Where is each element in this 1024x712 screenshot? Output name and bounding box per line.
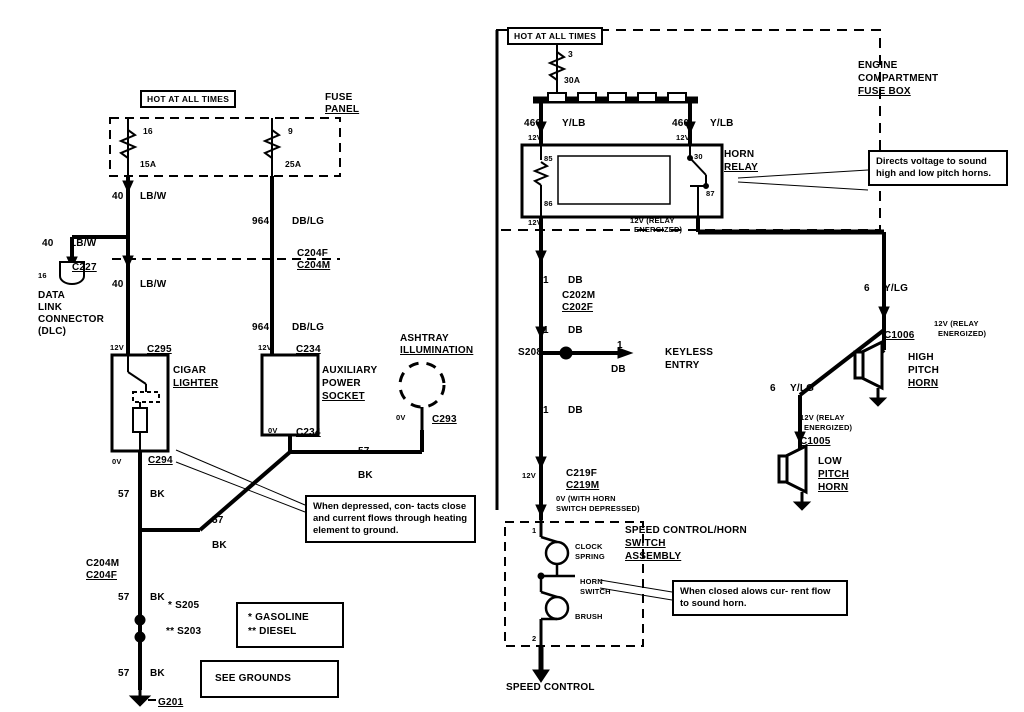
connector-c295: C295	[147, 344, 172, 355]
wire-color-lbw-a: LB/W	[140, 191, 167, 202]
voltage-12v-relay-out: 12V	[528, 218, 542, 227]
legend-box	[236, 602, 344, 648]
dlc-label-line4: (DLC)	[38, 326, 67, 337]
horn-relay-label-line2: RELAY	[724, 162, 758, 173]
relay-pin-30: 30	[694, 152, 703, 161]
dlc-label-line3: CONNECTOR	[38, 314, 105, 325]
wire-color-bk-d: BK	[150, 592, 165, 603]
connector-c227: C227	[72, 262, 97, 273]
wire-1-a: 1	[543, 275, 549, 286]
high-pitch-horn-line3: HORN	[908, 378, 939, 389]
voltage-0v-c234: 0V	[268, 426, 278, 435]
wire-color-bk-c: BK	[212, 540, 227, 551]
keyless-entry-line2: ENTRY	[665, 360, 700, 371]
wire-color-db-c: DB	[611, 364, 626, 375]
relay-state-line1: 12V (RELAY	[630, 216, 675, 225]
fuse-9-amp: 25A	[285, 159, 302, 169]
relay-state-low-line1: 12V (RELAY	[800, 413, 845, 422]
connector-c202f: C202F	[562, 302, 594, 313]
voltage-12v-contact: 12V	[676, 133, 690, 142]
ecfb-label-line3: FUSE BOX	[858, 86, 911, 97]
ground-g201: G201	[158, 697, 184, 708]
wire-6-b: 6	[770, 383, 776, 394]
splice-s203: ** S203	[166, 626, 202, 637]
hot-at-all-times-badge-left: HOT AT ALL TIMES	[140, 90, 236, 108]
speed-control-label: SPEED CONTROL	[506, 682, 595, 693]
connector-c204m-b: C204M	[86, 558, 120, 569]
dlc-pin-16: 16	[38, 271, 47, 280]
wire-color-ylg-b: Y/LG	[790, 383, 815, 394]
dlc-label-line1: DATA	[38, 290, 66, 301]
note-cigar-lighter: When depressed, con- tacts close and current flows through heating element to ground.	[305, 495, 476, 543]
wire-color-dblg-b: DB/LG	[292, 322, 325, 333]
fuse-16-amp: 15A	[140, 159, 157, 169]
see-grounds-box	[200, 660, 339, 698]
wire-color-ylb-a: Y/LB	[562, 118, 586, 129]
connector-c294: C294	[148, 455, 173, 466]
horn-switch-line1: HORN	[580, 577, 603, 586]
low-pitch-horn-line1: LOW	[818, 456, 842, 467]
note-horn-switch: When closed alows cur- rent flow to sound horn.	[672, 580, 848, 616]
low-pitch-horn-line2: PITCH	[818, 469, 849, 480]
relay-state-high-line2: ENERGIZED)	[938, 329, 987, 338]
cigar-lighter-label-line1: CIGAR	[173, 365, 207, 376]
legend-diesel: ** DIESEL	[248, 626, 297, 637]
wire-color-bk-e: BK	[150, 668, 165, 679]
voltage-12v-c295: 12V	[110, 343, 124, 352]
connector-c204m: C204M	[297, 260, 331, 271]
connector-c234-top: C234	[296, 344, 321, 355]
voltage-0v-horn-line1: 0V (WITH HORN	[556, 494, 616, 503]
connector-c1006: C1006	[884, 330, 915, 341]
fuse-16-number: 16	[143, 126, 153, 136]
splice-s205: * S205	[168, 600, 200, 611]
wire-color-bk-a: BK	[358, 470, 373, 481]
wire-460-a: 460	[524, 118, 542, 129]
note-horn-relay: Directs voltage to sound high and low pitch horns.	[868, 150, 1008, 186]
low-pitch-horn-line3: HORN	[818, 482, 849, 493]
wire-57-e: 57	[118, 668, 130, 679]
splice-s208: S208	[518, 347, 543, 358]
ecfb-label-line2: COMPARTMENT	[858, 73, 939, 84]
voltage-0v-c293: 0V	[396, 413, 406, 422]
legend-gasoline: * GASOLINE	[248, 612, 309, 623]
wire-color-bk-b: BK	[150, 489, 165, 500]
cigar-lighter-label-line2: LIGHTER	[173, 378, 219, 389]
relay-pin-86: 86	[544, 199, 553, 208]
connector-c293: C293	[432, 414, 457, 425]
connector-c219f: C219F	[566, 468, 598, 479]
voltage-12v-c234: 12V	[258, 343, 272, 352]
voltage-0v-c294: 0V	[112, 457, 122, 466]
fuse-panel-label-line1: FUSE	[325, 92, 353, 103]
wire-color-db-b: DB	[568, 325, 583, 336]
connector-c202m: C202M	[562, 290, 596, 301]
wire-57-b: 57	[118, 489, 130, 500]
voltage-0v-horn-line2: SWITCH DEPRESSED)	[556, 504, 640, 513]
aux-power-label-line1: AUXILIARY	[322, 365, 378, 376]
horn-relay-label-line1: HORN	[724, 149, 755, 160]
wire-1-d: 1	[543, 405, 549, 416]
wire-964-b: 964	[252, 322, 270, 333]
voltage-12v-coil: 12V	[528, 133, 542, 142]
high-pitch-horn-line1: HIGH	[908, 352, 934, 363]
horn-switch-line2: SWITCH	[580, 587, 611, 596]
fuse-panel-label-line2: PANEL	[325, 104, 360, 115]
switch-pin-2: 2	[532, 634, 537, 643]
switch-pin-1: 1	[532, 526, 537, 535]
relay-pin-87: 87	[706, 189, 715, 198]
wire-57-d: 57	[118, 592, 130, 603]
relay-state-line2: ENERGIZED)	[634, 225, 683, 234]
brush-label: BRUSH	[575, 612, 603, 621]
fuse-9-number: 9	[288, 126, 293, 136]
wire-6-a: 6	[864, 283, 870, 294]
wire-color-ylg-a: Y/LG	[884, 283, 909, 294]
high-pitch-horn-line2: PITCH	[908, 365, 939, 376]
switch-assembly-line1: SPEED CONTROL/HORN	[625, 525, 747, 536]
wire-color-lbw-b: LB/W	[70, 238, 97, 249]
ecfb-label-line1: ENGINE	[858, 60, 898, 71]
connector-c204f: C204F	[297, 248, 329, 259]
switch-assembly-line2: SWITCH	[625, 538, 666, 549]
fuse-3-amp: 30A	[564, 75, 581, 85]
wire-color-db-a: DB	[568, 275, 583, 286]
dlc-label-line2: LINK	[38, 302, 63, 313]
wire-40-c: 40	[112, 279, 124, 290]
relay-state-low-line2: ENERGIZED)	[804, 423, 853, 432]
relay-pin-85: 85	[544, 154, 553, 163]
wire-57-a: 57	[358, 446, 370, 457]
wire-40-a: 40	[112, 191, 124, 202]
wire-color-ylb-b: Y/LB	[710, 118, 734, 129]
wire-964-a: 964	[252, 216, 270, 227]
aux-power-label-line2: POWER	[322, 378, 361, 389]
voltage-12v-c219: 12V	[522, 471, 536, 480]
clock-spring-line2: SPRING	[575, 552, 605, 561]
ashtray-label-line1: ASHTRAY	[400, 333, 449, 344]
keyless-entry-line1: KEYLESS	[665, 347, 714, 358]
connector-c219m: C219M	[566, 480, 600, 491]
see-grounds-label: SEE GROUNDS	[215, 673, 292, 684]
clock-spring-line1: CLOCK	[575, 542, 603, 551]
wire-1-c: 1	[617, 340, 623, 351]
hot-at-all-times-badge-right: HOT AT ALL TIMES	[507, 27, 603, 45]
wire-color-dblg-a: DB/LG	[292, 216, 325, 227]
connector-c1005: C1005	[800, 436, 831, 447]
wire-color-db-d: DB	[568, 405, 583, 416]
ashtray-label-line2: ILLUMINATION	[400, 345, 474, 356]
wire-57-c: 57	[212, 515, 224, 526]
wire-460-b: 460	[672, 118, 690, 129]
switch-assembly-line3: ASSEMBLY	[625, 551, 682, 562]
fuse-3-number: 3	[568, 49, 573, 59]
connector-c204f-b: C204F	[86, 570, 118, 581]
wire-color-lbw-c: LB/W	[140, 279, 167, 290]
connector-c234-bottom: C234	[296, 427, 321, 438]
wire-40-b: 40	[42, 238, 54, 249]
wire-1-b: 1	[543, 325, 549, 336]
relay-state-high-line1: 12V (RELAY	[934, 319, 979, 328]
aux-power-label-line3: SOCKET	[322, 391, 365, 402]
